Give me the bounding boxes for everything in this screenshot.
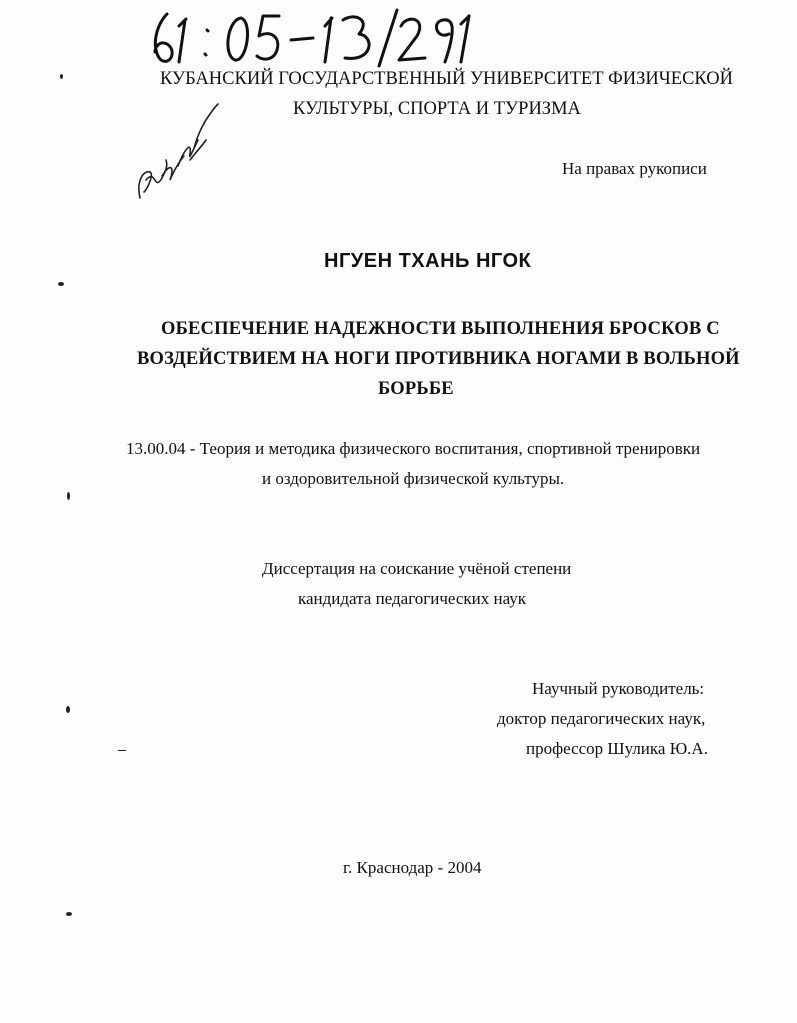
specialty-line-2: и оздоровительной физической культуры. (262, 469, 565, 488)
dissertation-title-line-1: ОБЕСПЕЧЕНИЕ НАДЕЖНОСТИ ВЫПОЛНЕНИЯ БРОСКОВ С (161, 319, 720, 339)
handwritten-catalog-code (145, 6, 475, 68)
author-name: НГУЕН ТХАНЬ НГОК (324, 250, 532, 272)
degree-line-2: кандидата педагогических наук (298, 589, 527, 608)
degree-line-1: Диссертация на соискание учёной степени (262, 559, 572, 578)
city-and-year: г. Краснодар - 2004 (343, 858, 482, 877)
supervisor-name: профессор Шулика Ю.А. (526, 739, 708, 758)
scan-speck (58, 282, 64, 286)
dissertation-title-line-3: БОРЬБЕ (378, 379, 454, 399)
scan-speck (66, 706, 70, 713)
university-name-line-2: КУЛЬТУРЫ, СПОРТА И ТУРИЗМА (293, 99, 581, 119)
scan-speck (66, 912, 72, 916)
supervisor-degree: доктор педагогических наук, (497, 709, 706, 728)
scan-speck (67, 492, 70, 500)
specialty-line-1: 13.00.04 - Теория и методика физического воспитания, спортивной тренировки (126, 439, 701, 458)
manuscript-rights-note: На правах рукописи (562, 159, 707, 178)
scan-speck (118, 750, 126, 751)
handwritten-signature (132, 100, 222, 205)
scan-speck (60, 74, 63, 79)
university-name-line-1: КУБАНСКИЙ ГОСУДАРСТВЕННЫЙ УНИВЕРСИТЕТ ФИЗИЧЕСКОЙ (160, 69, 734, 89)
dissertation-title-line-2: ВОЗДЕЙСТВИЕМ НА НОГИ ПРОТИВНИКА НОГАМИ В ВОЛЬНОЙ (137, 349, 740, 369)
supervisor-label: Научный руководитель: (532, 679, 705, 698)
